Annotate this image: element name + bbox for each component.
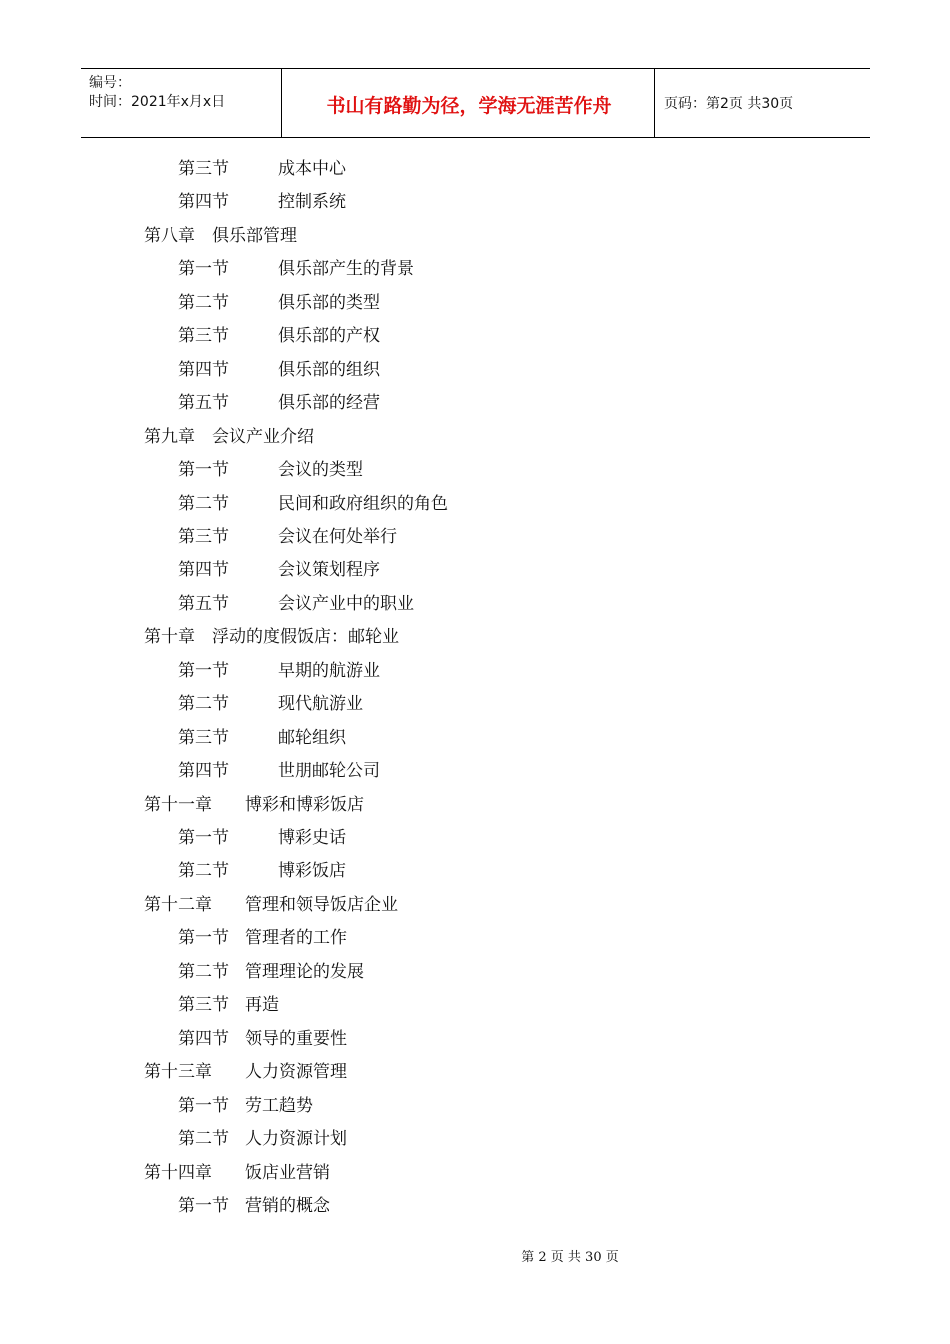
toc-number: 第一节 (178, 828, 229, 848)
toc-title: 会议的类型 (278, 460, 363, 481)
toc-section (178, 287, 380, 320)
toc-title: 会议产业中的职业 (278, 593, 414, 614)
header-divider (281, 69, 282, 137)
toc-title: 营销的概念 (245, 1195, 330, 1216)
toc-title: 管理理论的发展 (245, 961, 364, 982)
toc-title: 饭店业营销 (245, 1162, 330, 1183)
toc-section (178, 755, 380, 788)
toc-number: 第一节 (178, 259, 229, 280)
toc-section (178, 354, 380, 387)
toc-section (178, 253, 414, 286)
toc-title: 博彩和博彩饭店 (245, 794, 364, 815)
toc-title: 俱乐部的产权 (278, 326, 380, 347)
toc-section (178, 320, 380, 353)
toc-title: 管理和领导饭店企业 (245, 894, 398, 915)
toc-number: 第一节 (178, 1095, 229, 1116)
toc-number: 第三节 (178, 995, 229, 1016)
toc-title: 民间和政府组织的角色 (278, 493, 448, 514)
header-motto: 书山有路勤为径，学海无涯苦作舟 (326, 95, 612, 117)
toc-title: 俱乐部的类型 (278, 292, 380, 313)
toc-section (178, 855, 346, 888)
toc-number: 第四节 (178, 1028, 229, 1049)
page-header (81, 68, 870, 138)
toc-title: 人力资源管理 (245, 1062, 347, 1083)
toc-chapter (144, 220, 297, 253)
toc-section (178, 688, 363, 721)
toc-number: 第一节 (178, 460, 229, 481)
toc-section (178, 722, 346, 755)
toc-title: 会议策划程序 (278, 560, 380, 581)
toc-number: 第二节 (178, 1129, 229, 1150)
toc-title: 世朋邮轮公司 (278, 761, 380, 782)
toc-number: 第三节 (178, 326, 229, 347)
toc-number: 第四节 (178, 761, 229, 782)
toc-chapter (144, 789, 364, 822)
toc-title: 博彩饭店 (278, 861, 346, 882)
toc-section (178, 655, 380, 688)
toc-section (178, 521, 397, 554)
toc-title: 人力资源计划 (245, 1129, 347, 1150)
toc-section (178, 1023, 347, 1056)
toc-number: 第二节 (178, 493, 229, 514)
toc-title: 博彩史话 (278, 828, 346, 848)
toc-section (178, 1190, 330, 1223)
toc-chapter (144, 889, 398, 922)
toc-section (178, 1123, 347, 1156)
toc-number: 第三节 (178, 727, 229, 748)
time-label: 时间：2021年x月x日 (89, 94, 226, 110)
toc-number: 第一节 (178, 1195, 229, 1216)
toc-number: 第十一章 (144, 794, 212, 815)
toc-section (178, 186, 346, 219)
toc-number: 第四节 (178, 359, 229, 380)
serial-label: 编号： (89, 75, 131, 91)
toc-section (178, 989, 279, 1022)
toc-section (178, 922, 347, 955)
toc-title: 俱乐部管理 (212, 225, 297, 246)
toc-title: 现代航游业 (278, 694, 363, 715)
toc-chapter (144, 1157, 330, 1190)
toc-number: 第一节 (178, 928, 229, 949)
toc-section (178, 153, 346, 186)
toc-section (178, 822, 346, 855)
toc-chapter (144, 621, 399, 654)
toc-number: 第二节 (178, 694, 229, 715)
toc-number: 第十三章 (144, 1062, 212, 1083)
toc-title: 领导的重要性 (245, 1028, 347, 1049)
page-footer: 第 2 页 共 30 页 (521, 1250, 619, 1265)
toc-title: 邮轮组织 (278, 727, 346, 748)
toc-number: 第五节 (178, 593, 229, 614)
toc-number: 第八章 (144, 225, 195, 246)
toc-title: 早期的航游业 (278, 660, 380, 681)
toc-number: 第十二章 (144, 894, 212, 915)
toc-title: 管理者的工作 (245, 928, 347, 949)
toc-section (178, 1090, 313, 1123)
toc-number: 第三节 (178, 159, 229, 179)
toc-number: 第五节 (178, 393, 229, 414)
toc-number: 第十四章 (144, 1162, 212, 1183)
toc-title: 俱乐部产生的背景 (278, 259, 414, 280)
header-page-info: 页码：第2页 共30页 (664, 96, 794, 112)
toc-section (178, 956, 364, 989)
toc-title: 劳工趋势 (245, 1095, 313, 1116)
toc-chapter (144, 421, 314, 454)
toc-title: 会议产业介绍 (212, 426, 314, 447)
toc-section (178, 454, 363, 487)
toc-chapter (144, 1056, 347, 1089)
header-meta (89, 74, 225, 112)
toc-number: 第九章 (144, 426, 195, 447)
toc-title: 俱乐部的经营 (278, 393, 380, 414)
toc-number: 第三节 (178, 526, 229, 547)
toc-number: 第十章 (144, 627, 195, 648)
toc-number: 第二节 (178, 292, 229, 313)
toc-number: 第四节 (178, 192, 229, 213)
toc-number: 第四节 (178, 560, 229, 581)
toc-section (178, 387, 380, 420)
toc-section (178, 554, 380, 587)
toc-title: 再造 (245, 995, 279, 1016)
toc-title: 成本中心 (278, 159, 346, 179)
toc-title: 会议在何处举行 (278, 526, 397, 547)
toc-title: 俱乐部的组织 (278, 359, 380, 380)
toc-number: 第二节 (178, 961, 229, 982)
toc-number: 第二节 (178, 861, 229, 882)
toc-section (178, 488, 448, 521)
toc-title: 浮动的度假饭店：邮轮业 (212, 627, 399, 648)
toc-number: 第一节 (178, 660, 229, 681)
toc-title: 控制系统 (278, 192, 346, 213)
toc-section (178, 588, 414, 621)
